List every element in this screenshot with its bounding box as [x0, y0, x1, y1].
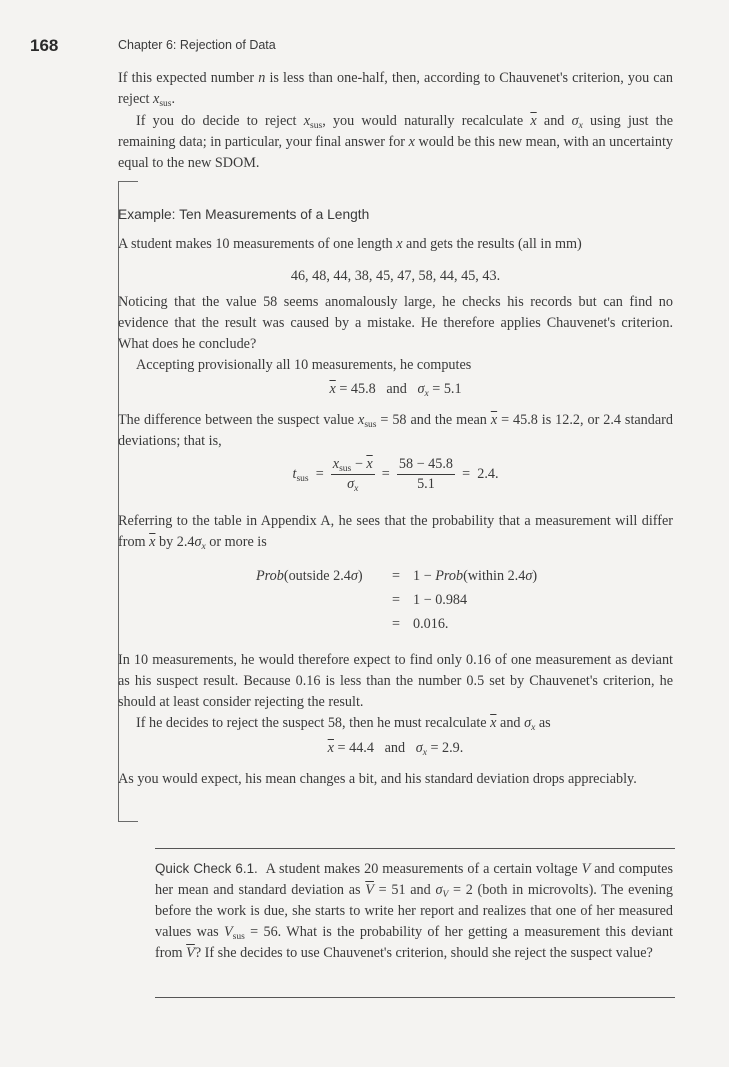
data-list: 46, 48, 44, 38, 45, 47, 58, 44, 45, 43.	[290, 268, 501, 284]
example-paragraph-4: The difference between the suspect value $x_{sus} = 58$ and the mean $\overline{x} = 45.8$ is 12.2, or 2.4 standard deviations; that is,	[118, 412, 673, 449]
equation-mean-sd: $\overline{x} = 45.8$ and $\sigma_x = 5.1$	[329, 381, 462, 399]
example-paragraph-5: Referring to the table in Appendix A, he sees that the probability that a measurement will differ from $\overline{x}$ by $2.4\sigma_x$ or more is	[118, 513, 673, 552]
quick-check: Quick Check 6.1. A student makes 20 measurements of a certain voltage V and computes her mean and standard deviation as $\overline{V} = 51$ and $\sigma_V = 2$ (both in microvolts). The evening before the work is due, she starts to write her report and realizes that one of her measured values was $V_{sus} = 56$. What is the probability of her getting a measurement this deviant from $\overline{V}$? If she decides to use Chauvenet's criterion, should she reject the suspect value?	[155, 861, 673, 961]
example-paragraph-2: Noticing that the value 58 seems anomalously large, he checks his records but can find no evidence that the result was caused by a mistake. He therefore applies Chauvenet's criterion. What does he conclude?	[118, 294, 673, 352]
prob-line-1: Prob(outside 2.4σ)	[256, 568, 363, 584]
example-paragraph-6: In 10 measurements, he would therefore expect to find only 0.16 of one measurement as deviant as his suspect result. Because 0.16 is less than the number 0.5 set by Chauvenet's criterion, he should at least consider rejecting the result.	[118, 652, 673, 710]
example-bracket-bottom	[118, 821, 138, 822]
example-paragraph-7: If he decides to reject the suspect 58, then he must recalculate $\overline{x}$ and $\sigma_x$ as	[136, 715, 551, 733]
equation-tsus: $t_{sus}$ = $\frac{x_{sus} - \overline{x}}{\sigma_x}$ = $\frac{58 - 45.8}{5.1}$ = 2.4.	[292, 456, 499, 494]
example-title: Example: Ten Measurements of a Length	[118, 207, 370, 222]
example-paragraph-8: As you would expect, his mean changes a bit, and his standard deviation drops appreciably.	[118, 771, 637, 787]
quick-check-rule-bottom	[155, 997, 675, 998]
prob-eq-sign-1: =	[392, 568, 401, 584]
prob-eq-sign-3: =	[392, 616, 401, 632]
intro-paragraph-2: If you do decide to reject $x_{sus}$, you would naturally recalculate $\overline{x}$ and $\sigma_x$ using just the remaining data; in particular, your final answer for x would be this new mean, with an uncertainty equal to the new SDOM.	[118, 113, 674, 171]
prob-eq-sign-2: =	[392, 592, 401, 608]
equation-new-mean-sd: $\overline{x} = 44.4$ and $\sigma_x = 2.9$.	[327, 740, 464, 758]
prob-line-2: 1 − 0.984	[413, 592, 468, 608]
prob-line-1-right: 1 − Prob(within 2.4σ)	[413, 568, 538, 584]
example-paragraph-1: A student makes 10 measurements of one length x and gets the results (all in mm)	[118, 236, 582, 252]
prob-line-3: 0.016.	[413, 616, 449, 632]
example-bracket-top	[118, 181, 138, 182]
running-header: Chapter 6: Rejection of Data	[118, 38, 276, 52]
intro-paragraph-1: If this expected number n is less than one-half, then, according to Chauvenet's criterion, you can reject $x_{sus}$.	[118, 70, 673, 109]
quick-check-rule-top	[155, 848, 675, 849]
example-paragraph-3: Accepting provisionally all 10 measurements, he computes	[136, 357, 472, 373]
page-number: 168	[30, 36, 59, 55]
